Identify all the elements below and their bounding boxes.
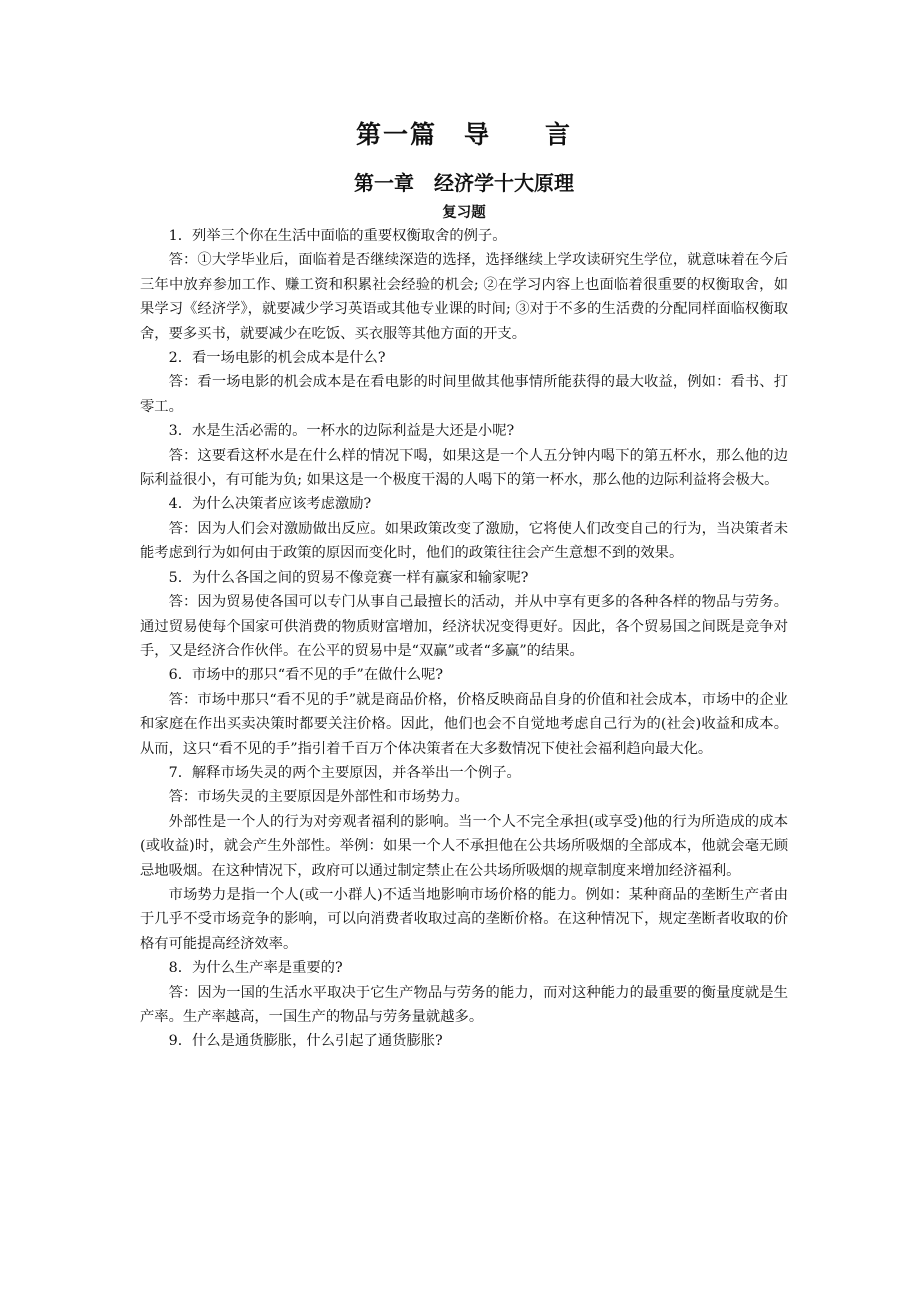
question-2: 2．看一场电影的机会成本是什么? [168, 350, 386, 367]
answer-7-market-power: 市场势力是指一个人(或一小群人)不适当地影响市场价格的能力。例如：某种商品的垄断生产者由于几乎不受市场竞争的影响，可以向消费者收取过高的垄断价格。在这种情况下，规定垄断者收取的价格有可能提高经济效率。 [140, 886, 788, 952]
question-7: 7．解释市场失灵的两个主要原因，并各举出一个例子。 [168, 764, 521, 781]
answer-8: 答：因为一国的生活水平取决于它生产物品与劳务的能力，而对这种能力的最重要的衡量度就是生产率。生产率越高，一国生产的物品与劳务量就越多。 [140, 984, 788, 1025]
question-4: 4．为什么决策者应该考虑激励? [168, 496, 372, 513]
review-questions-body [140, 224, 788, 1054]
answer-2: 答：看一场电影的机会成本是在看电影的时间里做其他事情所能获得的最大收益，例如：看书、打零工。 [140, 374, 788, 415]
question-1: 1．列举三个你在生活中面临的重要权衡取舍的例子。 [168, 228, 507, 244]
answer-1: 答：①大学毕业后，面临着是否继续深造的选择，选择继续上学攻读研究生学位，就意味着在今后三年中放弃参加工作、赚工资和积累社会经验的机会; ②在学习内容上也面临着很重要的权衡取舍，如果学习《经济学》，就要减少学习英语或其他专业课的时间; ③对于不多的生活费的分配同样面临权衡取舍，要多买书，就要减少在吃饭、买衣服等其他方面的开支。 [140, 252, 788, 342]
answer-4: 答：因为人们会对激励做出反应。如果政策改变了激励，它将使人们改变自己的行为，当决策者未能考虑到行为如何由于政策的原因而变化时，他们的政策往往会产生意想不到的效果。 [140, 520, 788, 562]
answer-7-externality: 外部性是一个人的行为对旁观者福利的影响。当一个人不完全承担(或享受)他的行为所造成的成本(或收益)时，就会产生外部性。举例：如果一个人不承担他在公共场所吸烟的全部成本，他就会毫无顾忌地吸烟。在这种情况下，政府可以通过制定禁止在公共场所吸烟的规章制度来增加经济福利。 [140, 813, 788, 879]
chapter-title: 第一章 经济学十大原理 [354, 171, 574, 195]
question-3: 3．水是生活必需的。一杯水的边际利益是大还是小呢? [168, 423, 515, 440]
section-title: 复习题 [442, 205, 486, 221]
question-5: 5．为什么各国之间的贸易不像竞赛一样有赢家和输家呢? [168, 569, 529, 586]
question-6: 6．市场中的那只“看不见的手”在做什么呢? [168, 667, 444, 684]
answer-7: 答：市场失灵的主要原因是外部性和市场势力。 [168, 789, 469, 806]
answer-6: 答：市场中那只“看不见的手”就是商品价格，价格反映商品自身的价值和社会成本，市场中的企业和家庭在作出买卖决策时都要关注价格。因此，他们也会不自觉地考虑自己行为的(社会)收益和成本。从而，这只“看不见的手”指引着千百万个体决策者在大多数情况下使社会福利趋向最大化。 [140, 691, 788, 757]
part-title: 第一篇 导 言 [355, 120, 572, 149]
document-page [140, 118, 788, 1054]
question-8: 8．为什么生产率是重要的? [168, 960, 343, 977]
question-9: 9．什么是通货膨胀，什么引起了通货膨胀? [168, 1033, 443, 1050]
answer-5: 答：因为贸易使各国可以专门从事自己最擅长的活动，并从中享有更多的各种各样的物品与劳务。通过贸易使每个国家可供消费的物质财富增加，经济状况变得更好。因此，各个贸易国之间既是竞争对手，又是经济合作伙伴。在公平的贸易中是“双赢”或者“多赢”的结果。 [140, 594, 788, 659]
answer-3: 答：这要看这杯水是在什么样的情况下喝，如果这是一个人五分钟内喝下的第五杯水，那么他的边际利益很小，有可能为负; 如果这是一个极度干渴的人喝下的第一杯水，那么他的边际利益将会极大。 [140, 447, 788, 489]
